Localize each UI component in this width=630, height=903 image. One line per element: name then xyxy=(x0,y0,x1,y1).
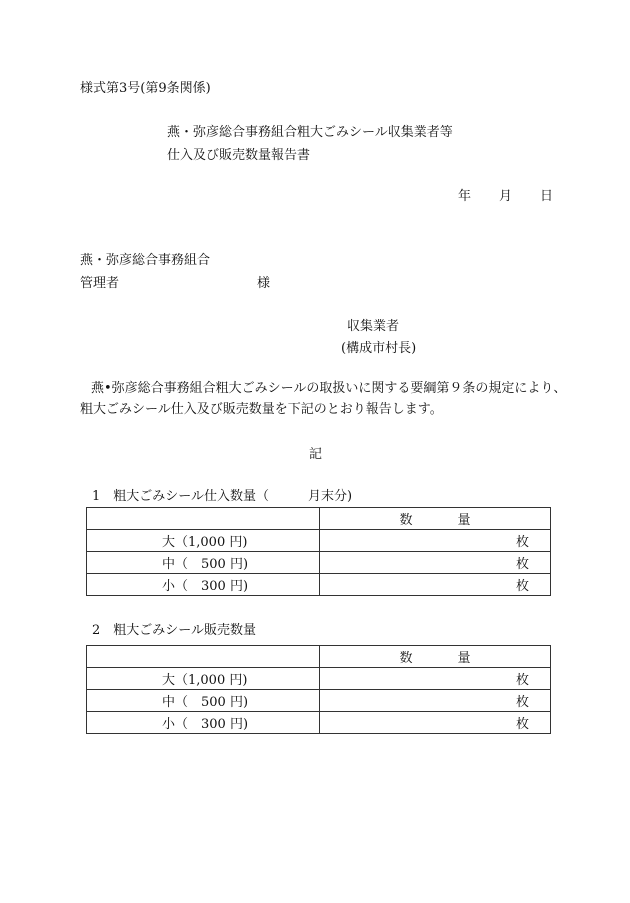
ki-heading: 記 xyxy=(309,447,323,462)
section-1-heading: 1 粗大ごみシール仕入数量（ 月末分) xyxy=(92,489,353,504)
size-cell: 中（ 500 円) xyxy=(87,690,320,712)
size-cell: 小（ 300 円) xyxy=(87,574,320,596)
recipient-line xyxy=(80,275,270,293)
table-row xyxy=(87,574,551,596)
size-cell: 小（ 300 円) xyxy=(87,712,320,734)
date-year: 年 xyxy=(458,189,472,204)
table-header-blank xyxy=(87,646,320,668)
body-text-line2: 粗大ごみシール仕入及び販売数量を下記のとおり報告します。 xyxy=(80,402,443,417)
table-row xyxy=(87,530,551,552)
recipient-organization: 燕・弥彦総合事務組合 xyxy=(80,253,211,268)
recipient-honorific: 様 xyxy=(256,276,270,291)
section-2-heading: 2 粗大ごみシール販売数量 xyxy=(92,623,257,638)
sender-label: 収集業者 xyxy=(347,319,400,334)
table-header-row xyxy=(87,646,551,668)
table-header-quantity: 数 量 xyxy=(320,508,551,530)
size-cell: 中（ 500 円) xyxy=(87,552,320,574)
table-header-quantity: 数 量 xyxy=(320,646,551,668)
purchase-quantity-table xyxy=(86,507,551,596)
sales-quantity-table xyxy=(86,645,551,734)
table-row xyxy=(87,668,551,690)
sender-note: (構成市村長) xyxy=(341,341,417,356)
form-number: 様式第3号(第9条関係) xyxy=(80,81,211,96)
quantity-cell[interactable]: 枚 xyxy=(320,574,551,596)
quantity-cell[interactable]: 枚 xyxy=(320,668,551,690)
table-header-row xyxy=(87,508,551,530)
table-row xyxy=(87,712,551,734)
size-cell: 大（1,000 円) xyxy=(87,668,320,690)
recipient-role: 管理者 xyxy=(80,276,120,291)
date-month: 月 xyxy=(498,189,512,204)
table-header-blank xyxy=(87,508,320,530)
table-row xyxy=(87,552,551,574)
body-text-line1: 燕•弥彦総合事務組合粗大ごみシールの取扱いに関する要綱第９条の規定により、 xyxy=(91,381,567,396)
quantity-cell[interactable]: 枚 xyxy=(320,530,551,552)
date-day: 日 xyxy=(539,189,553,204)
date-line xyxy=(458,188,553,206)
document-title-line1: 燕・弥彦総合事務組合粗大ごみシール収集業者等 xyxy=(167,125,453,140)
table-row xyxy=(87,690,551,712)
quantity-cell[interactable]: 枚 xyxy=(320,552,551,574)
size-cell: 大（1,000 円) xyxy=(87,530,320,552)
quantity-cell[interactable]: 枚 xyxy=(320,712,551,734)
document-title-line2: 仕入及び販売数量報告書 xyxy=(167,148,311,163)
quantity-cell[interactable]: 枚 xyxy=(320,690,551,712)
